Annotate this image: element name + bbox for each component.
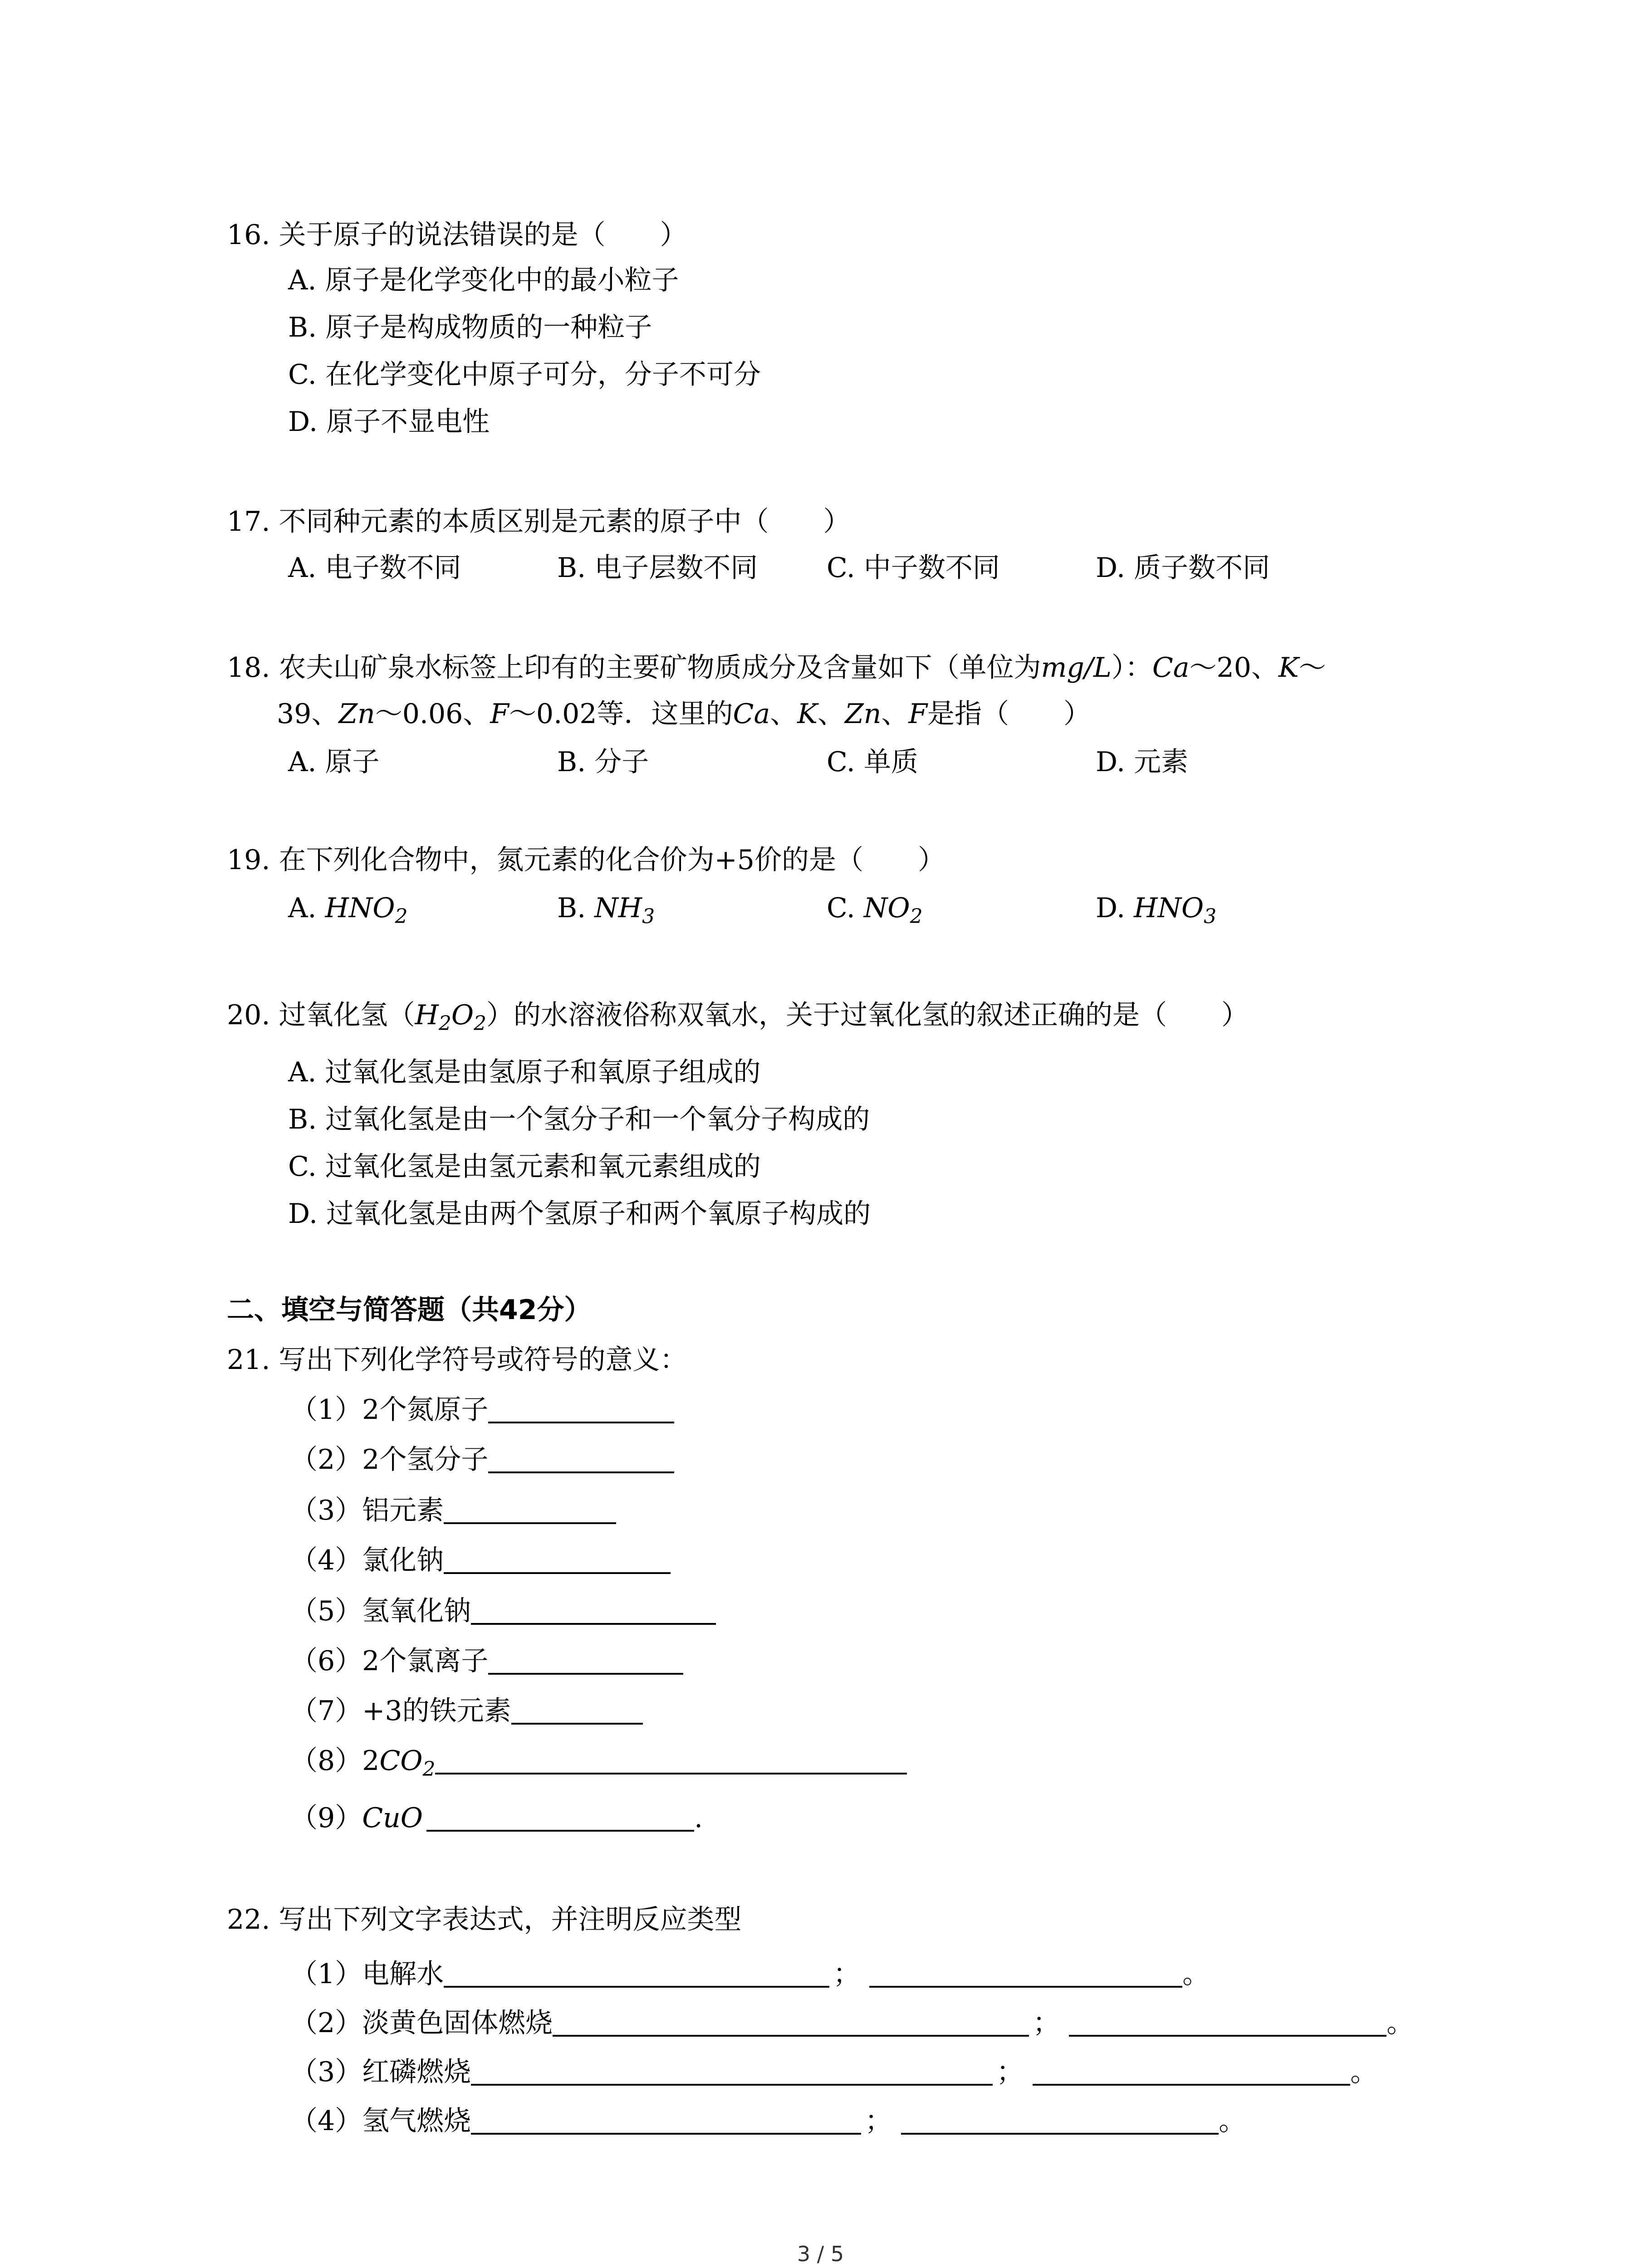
q18-text-3: ～20、 — [1189, 652, 1279, 684]
q20-stem-b: ）的水溶液俗称双氧水，关于过氧化氢的叙述正确的是（ ） — [486, 999, 1249, 1031]
q21-item-8-prefix: （8）2 — [290, 1745, 380, 1777]
q22-item-1-blank-equation[interactable] — [444, 1960, 829, 1988]
q18-f-2: F — [908, 698, 928, 730]
q22-item-4-label: （4）氢气燃烧 — [290, 2105, 471, 2137]
q17-stem: 17. 不同种元素的本质区别是元素的原子中（ ） — [227, 506, 851, 538]
q21-item-5-label: （5）氢氧化钠 — [290, 1595, 471, 1627]
q18-option-c: C. 单质 — [827, 746, 918, 778]
q20-h-sub: 2 — [438, 1012, 451, 1035]
q18-sep-2: 、 — [818, 698, 845, 730]
q21-item-2-blank[interactable] — [488, 1446, 674, 1473]
q21-item-7-label: （7）+3的铁元素 — [290, 1695, 511, 1727]
q18-zn-2: Zn — [845, 698, 882, 730]
q21-item-6-label: （6）2个氯离子 — [290, 1645, 489, 1677]
q18-f: F — [490, 698, 509, 730]
q21-item-8-blank[interactable] — [435, 1747, 907, 1774]
q21-item-1-blank[interactable] — [488, 1396, 674, 1423]
q22-item-4-blank-type[interactable] — [901, 2107, 1219, 2135]
q21-item-1 — [290, 1394, 674, 1426]
q21-item-3-label: （3）铝元素 — [290, 1495, 444, 1526]
q19-option-c-sub: 2 — [910, 905, 923, 928]
q22-item-1-semicolon: ； — [833, 1958, 861, 1990]
q21-item-4 — [290, 1547, 671, 1574]
q22-item-3 — [290, 2058, 1377, 2086]
q21-item-9-end: . — [694, 1802, 703, 1834]
q18-text-4: ～ — [1298, 652, 1326, 684]
q22-item-1-blank-type[interactable] — [869, 1960, 1182, 1988]
q18-text-1: 18. 农夫山矿泉水标签上印有的主要矿物质成分及含量如下（单位为 — [227, 652, 1041, 684]
q18-sep-3: 、 — [881, 698, 909, 730]
q18-text-6: ～0.06、 — [375, 698, 490, 730]
q18-ca: Ca — [1152, 652, 1190, 684]
q19-option-b — [557, 894, 655, 927]
q22-item-3-blank-type[interactable] — [1033, 2058, 1350, 2086]
q21-item-7-blank[interactable] — [511, 1697, 643, 1725]
q19-option-c — [827, 894, 923, 927]
q16-stem: 16. 关于原子的说法错误的是（ ） — [227, 219, 687, 251]
q21-item-5 — [290, 1595, 716, 1627]
q22-item-1-period: 。 — [1182, 1958, 1210, 1990]
q18-line2 — [277, 700, 1091, 728]
q20-option-b: B. 过氧化氢是由一个氢分子和一个氧分子构成的 — [288, 1104, 870, 1135]
q21-item-9-formula: CuO — [362, 1802, 423, 1834]
q22-item-2-blank-type[interactable] — [1069, 2009, 1386, 2037]
q22-item-2-blank-equation[interactable] — [553, 2009, 1029, 2037]
q20-h: H — [415, 999, 439, 1031]
q22-item-2-label: （2）淡黄色固体燃烧 — [290, 2007, 553, 2039]
q21-item-2 — [290, 1444, 674, 1476]
q22-item-2 — [290, 2009, 1414, 2037]
q22-item-2-period: 。 — [1386, 2007, 1414, 2039]
q22-item-3-period: 。 — [1350, 2056, 1378, 2088]
q18-sep-1: 、 — [770, 698, 798, 730]
q19-option-b-letter: B. — [557, 892, 595, 924]
q22-item-2-semicolon: ； — [1033, 2007, 1060, 2039]
q22-item-3-blank-equation[interactable] — [471, 2058, 993, 2086]
q20-option-a: A. 过氧化氢是由氢原子和氧原子组成的 — [288, 1056, 761, 1088]
q22-item-1-label: （1）电解水 — [290, 1958, 444, 1990]
q22-item-3-label: （3）红磷燃烧 — [290, 2056, 471, 2088]
page-number: 3 / 5 — [797, 2242, 844, 2266]
q17-option-d: D. 质子数不同 — [1096, 552, 1270, 584]
q18-option-b: B. 分子 — [557, 746, 649, 778]
q21-item-8 — [290, 1747, 907, 1779]
q19-option-a-formula: HNO — [325, 892, 395, 924]
q19-option-d-sub: 3 — [1204, 905, 1217, 928]
q19-option-c-formula: NO — [863, 892, 910, 924]
q20-option-d: D. 过氧化氢是由两个氢原子和两个氧原子构成的 — [288, 1198, 871, 1230]
q18-text-5: 39、 — [277, 698, 339, 730]
q18-text-8: 是指（ ） — [927, 698, 1091, 730]
q19-option-c-letter: C. — [827, 892, 864, 924]
q16-option-d: D. 原子不显电性 — [288, 406, 490, 438]
q19-option-b-sub: 3 — [642, 905, 655, 928]
q18-option-d: D. 元素 — [1096, 746, 1189, 778]
q22-item-4-period: 。 — [1219, 2105, 1246, 2137]
q17-option-b: B. 电子层数不同 — [557, 552, 758, 584]
q21-item-3 — [290, 1497, 616, 1524]
q17-option-c: C. 中子数不同 — [827, 552, 1000, 584]
section-2-title: 二、填空与简答题（共42分） — [227, 1294, 592, 1326]
q21-item-6 — [290, 1647, 683, 1675]
q19-option-d — [1096, 894, 1216, 927]
q20-stem — [227, 999, 1249, 1035]
q21-item-2-label: （2）2个氢分子 — [290, 1444, 489, 1476]
q21-item-4-label: （4）氯化钠 — [290, 1545, 444, 1576]
q18-line1 — [227, 652, 1326, 684]
q22-item-4-blank-equation[interactable] — [471, 2107, 861, 2135]
q21-item-7 — [290, 1697, 643, 1725]
q21-item-4-blank[interactable] — [444, 1547, 671, 1574]
q17-option-a: A. 电子数不同 — [288, 552, 461, 584]
q21-item-9-blank[interactable] — [426, 1804, 694, 1832]
q16-option-b: B. 原子是构成物质的一种粒子 — [288, 312, 652, 343]
q16-option-a: A. 原子是化学变化中的最小粒子 — [288, 264, 679, 296]
q19-option-b-formula: NH — [594, 892, 642, 924]
q21-item-5-blank[interactable] — [471, 1598, 716, 1625]
q18-zn: Zn — [338, 698, 375, 730]
q19-option-d-letter: D. — [1096, 892, 1134, 924]
q20-o: O — [451, 999, 474, 1031]
q18-k-2: K — [797, 698, 818, 730]
q21-item-9-prefix: （9） — [290, 1802, 362, 1834]
q22-item-4 — [290, 2107, 1246, 2135]
q20-option-c: C. 过氧化氢是由氢元素和氧元素组成的 — [288, 1151, 761, 1183]
q19-option-a — [288, 894, 408, 927]
q21-item-6-blank[interactable] — [488, 1647, 683, 1675]
q16-option-c: C. 在化学变化中原子可分，分子不可分 — [288, 359, 761, 391]
q18-option-a: A. 原子 — [288, 746, 380, 778]
q21-item-9 — [290, 1804, 703, 1832]
q19-option-a-sub: 2 — [395, 905, 408, 928]
q22-item-4-semicolon: ； — [865, 2105, 892, 2137]
q21-item-1-label: （1）2个氮原子 — [290, 1394, 489, 1426]
q22-item-3-semicolon: ； — [996, 2056, 1024, 2088]
q18-ca-2: Ca — [733, 698, 770, 730]
q18-text-7: ～0.02等．这里的 — [509, 698, 733, 730]
q18-text-2: ）： — [1111, 652, 1152, 684]
q21-stem: 21. 写出下列化学符号或符号的意义： — [227, 1344, 687, 1376]
q18-unit: mg/L — [1041, 652, 1112, 684]
q18-k: K — [1278, 652, 1299, 684]
q22-stem: 22. 写出下列文字表达式，并注明反应类型 — [227, 1904, 742, 1936]
q19-stem: 19. 在下列化合物中，氮元素的化合价为+5价的是（ ） — [227, 844, 945, 876]
q19-option-d-formula: HNO — [1134, 892, 1204, 924]
q22-item-1 — [290, 1960, 1210, 1988]
q20-stem-a: 20. 过氧化氢（ — [227, 999, 415, 1031]
q21-item-8-formula: CO — [379, 1745, 423, 1777]
q21-item-3-blank[interactable] — [444, 1497, 616, 1524]
q21-item-8-sub: 2 — [422, 1758, 436, 1781]
q19-option-a-letter: A. — [288, 892, 325, 924]
q20-o-sub: 2 — [474, 1012, 487, 1035]
